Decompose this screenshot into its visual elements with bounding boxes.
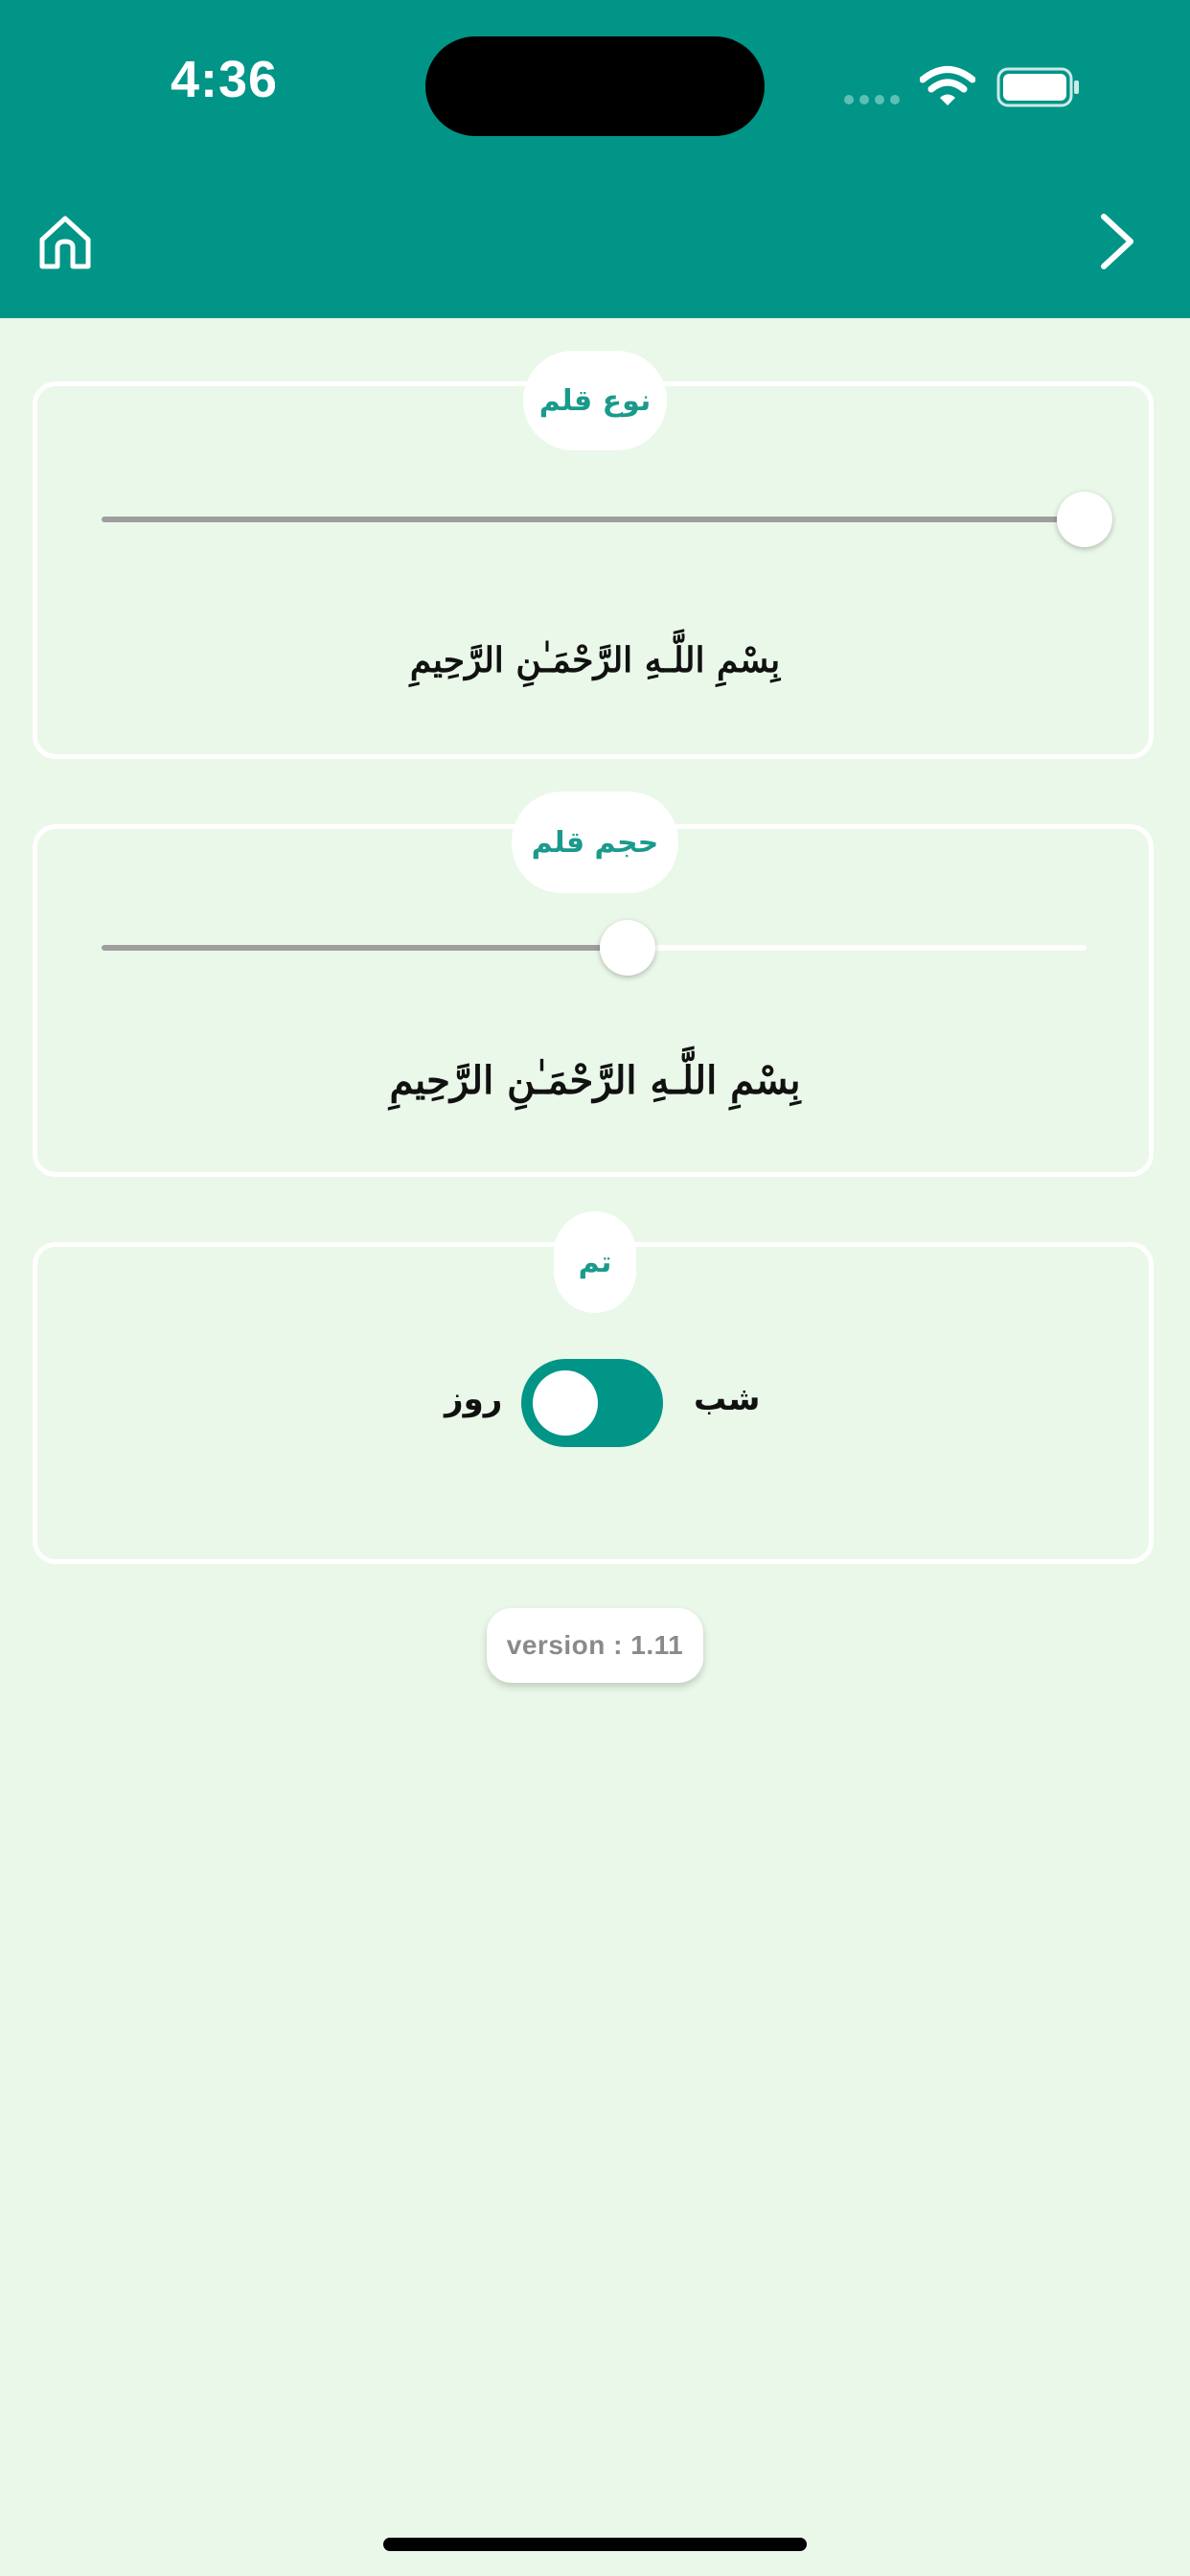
font-size-label: حجم قلم	[512, 792, 678, 893]
font-size-slider-thumb[interactable]	[600, 920, 655, 976]
cellular-signal-icon	[843, 94, 904, 105]
font-type-slider[interactable]	[102, 517, 1087, 522]
app-header	[0, 0, 1190, 318]
theme-toggle-knob	[533, 1370, 598, 1436]
font-type-slider-fill	[102, 517, 1087, 522]
theme-day-label: روز	[445, 1380, 503, 1418]
wifi-icon	[920, 65, 975, 107]
font-size-preview-text: بِسْمِ اللَّـهِ الرَّحْمَـٰنِ الرَّحِيمِ	[389, 1058, 801, 1103]
home-indicator[interactable]	[383, 2538, 807, 2551]
battery-icon	[996, 67, 1081, 107]
theme-label: تم	[554, 1211, 636, 1313]
font-size-slider[interactable]	[102, 945, 1087, 951]
font-type-preview-text: بِسْمِ اللَّـهِ الرَّحْمَـٰنِ الرَّحِيمِ	[409, 640, 781, 680]
status-bar-time: 4:36	[171, 51, 279, 108]
font-size-slider-fill	[102, 945, 627, 951]
theme-toggle[interactable]	[521, 1359, 663, 1447]
theme-night-label: شب	[694, 1380, 761, 1418]
chevron-right-icon[interactable]	[1092, 211, 1140, 272]
font-type-label: نوع قلم	[523, 351, 667, 450]
dynamic-island	[425, 36, 765, 136]
font-type-slider-thumb[interactable]	[1057, 492, 1112, 547]
home-icon[interactable]	[34, 211, 96, 272]
version-badge: version : 1.11	[487, 1608, 703, 1683]
